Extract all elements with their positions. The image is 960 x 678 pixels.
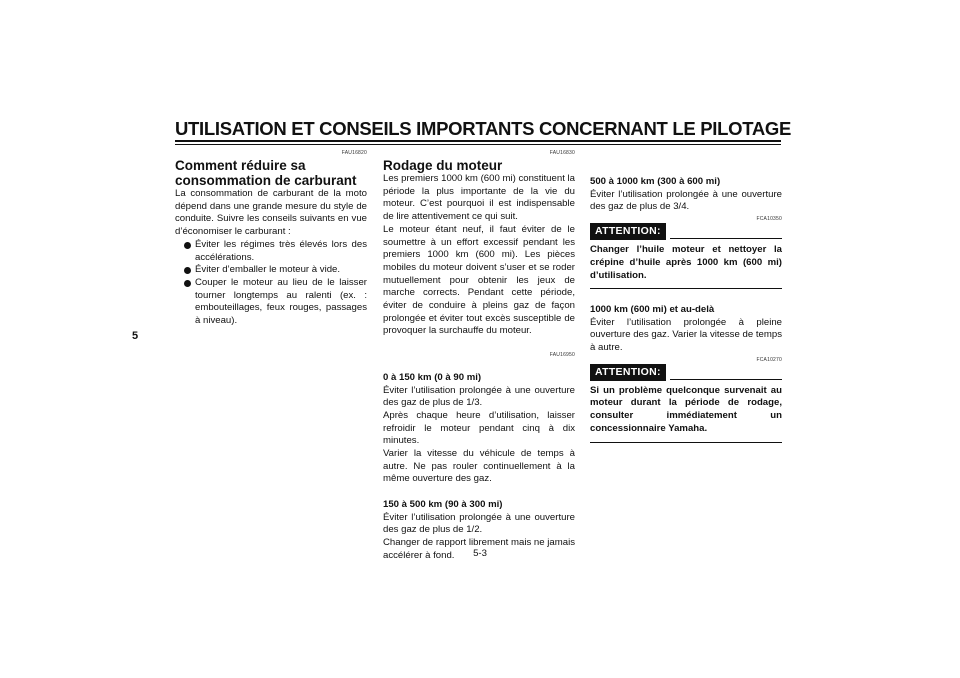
section-heading-fuel: Comment réduire sa consommation de carburant xyxy=(175,158,357,188)
page-number: 5-3 xyxy=(473,548,487,559)
section-code: FAU16830 xyxy=(549,150,575,156)
text-150-500-a: Éviter l’utilisation prolongée à une ouverture des gaz de plus de 1/2. xyxy=(383,511,575,536)
bullet-icon xyxy=(184,267,191,274)
attention-rule xyxy=(670,379,782,380)
attention-header xyxy=(590,364,782,381)
text-0-150-c: Varier la vitesse du véhicule de temps à autre. Ne pas rouler continuellement à la même ouverture des gaz. xyxy=(383,448,575,485)
break-in-para-1: Les premiers 1000 km (600 mi) constituent la période la plus importante de la vie du moteur. C’est pourquoi il est indispensable de lire attentivement ce qui suit. xyxy=(383,173,575,223)
attention-text-oil: Changer l’huile moteur et nettoyer la crépine d’huile après 1000 km (600 mi) d’utilisation. xyxy=(590,244,782,281)
section-code: FCA10350 xyxy=(756,216,782,223)
subheading-0-150: 0 à 150 km (0 à 90 mi) xyxy=(383,371,482,383)
column-break-in xyxy=(383,150,575,562)
section-code: FCA10270 xyxy=(756,356,782,363)
attention-text-dealer: Si un problème quelconque survenait au moteur durant la période de rodage, consulter immédiatement un concessionnaire Yamaha. xyxy=(590,384,782,434)
text-1000-plus: Éviter l’utilisation prolongée à pleine ouverture des gaz. Varier la vitesse de temps à autre. xyxy=(590,316,782,354)
bullet-icon xyxy=(184,242,191,249)
attention-badge: ATTENTION: xyxy=(590,364,666,381)
header-rule xyxy=(175,140,781,142)
list-item-text: Éviter d’emballer le moteur à vide. xyxy=(195,264,341,276)
subheading-500-1000: 500 à 1000 km (300 à 600 mi) xyxy=(590,176,721,187)
fuel-tips-list xyxy=(175,239,367,328)
fuel-intro: La consommation de carburant de la moto dépend dans une grande mesure du style de conduite. Suivre les conseils suivants en vue d’économiser le carburant : xyxy=(175,188,367,238)
column-break-in-cont xyxy=(590,176,782,443)
column-fuel-economy xyxy=(175,150,367,328)
page-title: UTILISATION ET CONSEILS IMPORTANTS CONCERNANT LE PILOTAGE xyxy=(175,118,792,139)
subheading-150-500: 150 à 500 km (90 à 300 mi) xyxy=(383,498,503,510)
attention-rule xyxy=(670,238,782,239)
text-500-1000: Éviter l’utilisation prolongée à une ouverture des gaz de plus de 3/4. xyxy=(590,188,782,213)
list-item xyxy=(175,264,367,277)
break-in-para-2: Le moteur étant neuf, il faut éviter de le soumettre à un effort excessif pendant les premiers 1000 km (600 mi). Les pièces mobiles du moteur doivent s’user et se roder mutuellement pour obtenir les jeux de marche corrects. Pendant cette période, éviter de conduire à pleins gaz de façon prolongée et éviter tout excès susceptible de provoquer la surchauffe du moteur. xyxy=(383,223,575,337)
subheading-1000-plus: 1000 km (600 mi) et au-delà xyxy=(590,303,715,315)
header-rule-thin xyxy=(175,144,781,145)
list-item xyxy=(175,277,367,328)
attention-end-rule xyxy=(590,442,782,443)
bullet-icon xyxy=(184,280,191,287)
section-heading-break-in: Rodage du moteur xyxy=(383,158,503,173)
text-0-150-a: Éviter l’utilisation prolongée à une ouverture des gaz de plus de 1/3. xyxy=(383,384,575,409)
section-code: FAU16820 xyxy=(341,150,367,156)
text-150-500-b: Changer de rapport librement mais ne jamais accélérer à fond. xyxy=(383,536,575,561)
chapter-number: 5 xyxy=(132,330,139,342)
attention-badge: ATTENTION: xyxy=(590,223,666,240)
list-item-text: Éviter les régimes très élevés lors des accélérations. xyxy=(195,238,367,263)
section-code: FAU16950 xyxy=(549,352,575,359)
list-item-text: Couper le moteur au lieu de le laisser tourner longtemps au ralenti (ex. : embouteillages, feux rouges, passages à niveau). xyxy=(195,276,367,327)
attention-header xyxy=(590,223,782,240)
text-0-150-b: Après chaque heure d’utilisation, laisser refroidir le moteur pendant cinq à dix minutes. xyxy=(383,409,575,447)
list-item xyxy=(175,239,367,264)
